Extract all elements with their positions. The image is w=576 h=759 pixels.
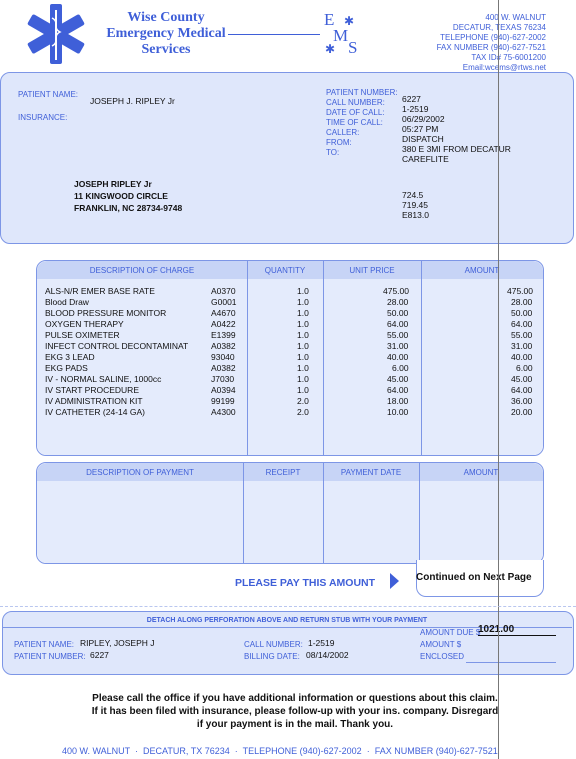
table-row — [37, 330, 543, 341]
patient-address — [74, 178, 182, 214]
charge-quantity: 1.0 — [297, 385, 309, 395]
charge-description: IV - NORMAL SALINE, 1000cc — [45, 374, 162, 384]
charge-description: Blood Draw — [45, 297, 89, 307]
col-header-payment-date: PAYMENT DATE — [340, 468, 402, 477]
charge-quantity: 1.0 — [297, 330, 309, 340]
charge-amount: 6.00 — [516, 363, 533, 373]
charge-code: E1399 — [211, 330, 236, 340]
footer-note-line1: Please call the office if you have additional information or questions about this claim. — [92, 693, 498, 704]
charges-rows — [37, 286, 543, 431]
charges-table — [36, 260, 544, 456]
charge-quantity: 1.0 — [297, 286, 309, 296]
charge-amount: 45.00 — [511, 374, 533, 384]
payments-body — [37, 481, 543, 563]
footer-telephone: TELEPHONE (940)-627-2002 — [242, 746, 362, 756]
charge-unit-price: 64.00 — [387, 319, 409, 329]
org-name — [96, 10, 236, 58]
org-fax: FAX NUMBER (940)-627-7521 — [436, 43, 546, 52]
stub-patient-name-label: PATIENT NAME: — [14, 640, 75, 649]
charge-unit-price: 64.00 — [387, 385, 409, 395]
diagnosis-code: 719.45 — [402, 200, 428, 210]
charge-code: A0422 — [211, 319, 236, 329]
charge-unit-price: 50.00 — [387, 308, 409, 318]
col-header-payment-amount: AMOUNT — [463, 468, 499, 477]
org-tax-id: TAX ID# 75-6001200 — [471, 53, 546, 62]
stub-billing-date: 08/14/2002 — [306, 650, 349, 660]
charge-quantity: 2.0 — [297, 396, 309, 406]
bullet-separator: · — [132, 746, 144, 756]
org-street: 400 W. WALNUT — [485, 13, 546, 22]
charge-amount: 55.00 — [511, 330, 533, 340]
amount-due-label: AMOUNT DUE $ — [420, 628, 481, 637]
charge-description: EKG PADS — [45, 363, 88, 373]
caller-label: CALLER: — [326, 128, 360, 137]
charge-code: A0382 — [211, 341, 236, 351]
org-name-line1: Wise County — [127, 10, 205, 25]
table-row — [37, 319, 543, 330]
amount-due-value: 1021.00 — [478, 624, 515, 635]
col-header-description: DESCRIPTION OF CHARGE — [89, 266, 195, 275]
org-divider-line — [228, 34, 320, 35]
footer-fax: FAX NUMBER (940)-627-7521 — [374, 746, 498, 756]
charge-amount: 31.00 — [511, 341, 533, 351]
pay-this-amount-label: PLEASE PAY THIS AMOUNT — [235, 577, 376, 589]
continued-note: Continued on Next Page — [416, 572, 532, 583]
to-value: CAREFLITE — [402, 154, 449, 164]
call-labels — [326, 88, 398, 158]
table-row — [37, 341, 543, 352]
charge-description: EKG 3 LEAD — [45, 352, 95, 362]
charge-amount: 50.00 — [511, 308, 533, 318]
footer-address — [62, 746, 498, 756]
table-row — [37, 286, 543, 297]
charge-amount: 28.00 — [511, 297, 533, 307]
charge-amount: 475.00 — [507, 286, 533, 296]
org-email: Email:wcems@rtws.net — [462, 63, 546, 72]
col-header-receipt: RECEIPT — [265, 468, 301, 477]
address-line-1: JOSEPH RIPLEY Jr — [74, 179, 152, 189]
charge-unit-price: 40.00 — [387, 352, 409, 362]
to-label: TO: — [326, 148, 340, 157]
table-row — [37, 407, 543, 418]
charge-quantity: 1.0 — [297, 374, 309, 384]
charge-description: ALS-N/R EMER BASE RATE — [45, 286, 155, 296]
charge-unit-price: 18.00 — [387, 396, 409, 406]
col-header-unit-price: UNIT PRICE — [349, 266, 395, 275]
charge-code: A0370 — [211, 286, 236, 296]
amount-enclosed-label: AMOUNT $ — [420, 640, 462, 649]
address-line-3: FRANKLIN, NC 28734-9748 — [74, 203, 183, 213]
call-number-value: 1-2519 — [402, 104, 429, 114]
call-number-label: CALL NUMBER: — [326, 98, 385, 107]
ems-letter-m: M — [333, 26, 349, 45]
charge-code: G0001 — [211, 297, 237, 307]
date-of-call-label: DATE OF CALL: — [326, 108, 385, 117]
charge-quantity: 1.0 — [297, 363, 309, 373]
org-city: DECATUR, TEXAS 76234 — [452, 23, 546, 32]
charge-quantity: 1.0 — [297, 352, 309, 362]
caller-value: DISPATCH — [402, 134, 444, 144]
charge-unit-price: 45.00 — [387, 374, 409, 384]
patient-number-value: 6227 — [402, 94, 421, 104]
org-name-line2: Emergency Medical — [106, 26, 226, 41]
address-line-2: 11 KINGWOOD CIRCLE — [74, 191, 168, 201]
table-row — [37, 363, 543, 374]
charge-description: OXYGEN THERAPY — [45, 319, 124, 329]
detach-notice: DETACH ALONG PERFORATION ABOVE AND RETURN STUB WITH YOUR PAYMENT — [146, 617, 428, 624]
bullet-separator: · — [232, 746, 243, 756]
column-divider — [243, 463, 244, 563]
charge-description: INFECT CONTROL DECONTAMINAT — [45, 341, 189, 351]
charge-description: IV ADMINISTRATION KIT — [45, 396, 143, 406]
charge-unit-price: 31.00 — [387, 341, 409, 351]
table-row — [37, 308, 543, 319]
small-star-icon: ✱ — [325, 42, 336, 56]
stub-patient-name: RIPLEY, JOSEPH J — [80, 638, 155, 648]
table-row — [37, 396, 543, 407]
charge-description: IV START PROCEDURE — [45, 385, 139, 395]
footer-city: DECATUR, TX 76234 — [143, 746, 230, 756]
footer-note-line2: If it has been filed with insurance, please follow-up with your ins. company. Disregard — [91, 706, 499, 717]
charge-quantity: 1.0 — [297, 341, 309, 351]
patient-name: JOSEPH J. RIPLEY Jr — [90, 96, 175, 106]
star-of-life-logo — [24, 2, 88, 66]
charge-code: A0394 — [211, 385, 236, 395]
table-row — [37, 385, 543, 396]
footer-note — [40, 692, 550, 731]
charge-amount: 36.00 — [511, 396, 533, 406]
charge-unit-price: 28.00 — [387, 297, 409, 307]
ems-letter-s: S — [348, 38, 358, 57]
from-label: FROM: — [326, 138, 352, 147]
charge-quantity: 1.0 — [297, 297, 309, 307]
charge-amount: 20.00 — [511, 407, 533, 417]
enclosed-label: ENCLOSED — [420, 652, 465, 661]
diagnosis-codes — [402, 190, 429, 220]
charge-description: BLOOD PRESSURE MONITOR — [45, 308, 167, 318]
charge-code: A0382 — [211, 363, 236, 373]
bullet-separator: · — [364, 746, 375, 756]
small-star-icon: ✱ — [344, 14, 355, 28]
col-header-payment-description: DESCRIPTION OF PAYMENT — [86, 468, 194, 477]
stub-call-number-label: CALL NUMBER: — [244, 640, 303, 649]
payments-table — [36, 462, 544, 564]
org-telephone: TELEPHONE (940)-627-2002 — [440, 33, 546, 42]
charge-description: IV CATHETER (24-14 GA) — [45, 407, 145, 417]
charge-code: 99199 — [211, 396, 235, 406]
stub-billing-date-label: BILLING DATE: — [244, 652, 300, 661]
charge-description: PULSE OXIMETER — [45, 330, 120, 340]
diagnosis-code: E813.0 — [402, 210, 429, 220]
charge-quantity: 2.0 — [297, 407, 309, 417]
col-header-quantity: QUANTITY — [264, 266, 306, 275]
column-divider — [323, 463, 324, 563]
perforation-line — [0, 606, 576, 607]
arrow-right-icon — [390, 573, 399, 589]
insurance-label: INSURANCE: — [18, 113, 68, 122]
charge-quantity: 1.0 — [297, 308, 309, 318]
charge-code: A4300 — [211, 407, 236, 417]
charge-quantity: 1.0 — [297, 319, 309, 329]
diagnosis-code: 724.5 — [402, 190, 424, 200]
charge-amount: 40.00 — [511, 352, 533, 362]
call-values — [402, 94, 511, 164]
table-row — [37, 374, 543, 385]
org-name-line3: Services — [141, 42, 191, 57]
date-of-call-value: 06/29/2002 — [402, 114, 445, 124]
stub-patient-number: 6227 — [90, 650, 109, 660]
charge-unit-price: 6.00 — [392, 363, 409, 373]
patient-name-label: PATIENT NAME: — [18, 90, 79, 99]
from-value: 380 E 3MI FROM DECATUR — [402, 144, 511, 154]
charge-code: 93040 — [211, 352, 235, 362]
org-address-block — [437, 13, 546, 73]
charge-code: J7030 — [211, 374, 235, 384]
ems-letter-e: E — [324, 10, 335, 29]
charge-code: A4670 — [211, 308, 236, 318]
footer-note-line3: if your payment is in the mail. Thank you. — [196, 719, 394, 730]
charge-amount: 64.00 — [511, 319, 533, 329]
charge-unit-price: 475.00 — [383, 286, 409, 296]
charge-unit-price: 10.00 — [387, 407, 409, 417]
stub-patient-number-label: PATIENT NUMBER: — [14, 652, 86, 661]
footer-street: 400 W. WALNUT — [62, 746, 131, 756]
col-header-amount: AMOUNT — [464, 266, 500, 275]
fold-line — [498, 0, 499, 759]
time-of-call-label: TIME OF CALL: — [326, 118, 383, 127]
amount-due-underline — [478, 635, 556, 636]
table-row — [37, 297, 543, 308]
column-divider — [419, 463, 420, 563]
charge-unit-price: 55.00 — [387, 330, 409, 340]
charge-amount: 64.00 — [511, 385, 533, 395]
patient-number-label: PATIENT NUMBER: — [326, 88, 398, 97]
stub-call-number: 1-2519 — [308, 638, 335, 648]
time-of-call-value: 05:27 PM — [402, 124, 439, 134]
table-row — [37, 352, 543, 363]
amount-enclosed-field[interactable] — [466, 662, 556, 663]
